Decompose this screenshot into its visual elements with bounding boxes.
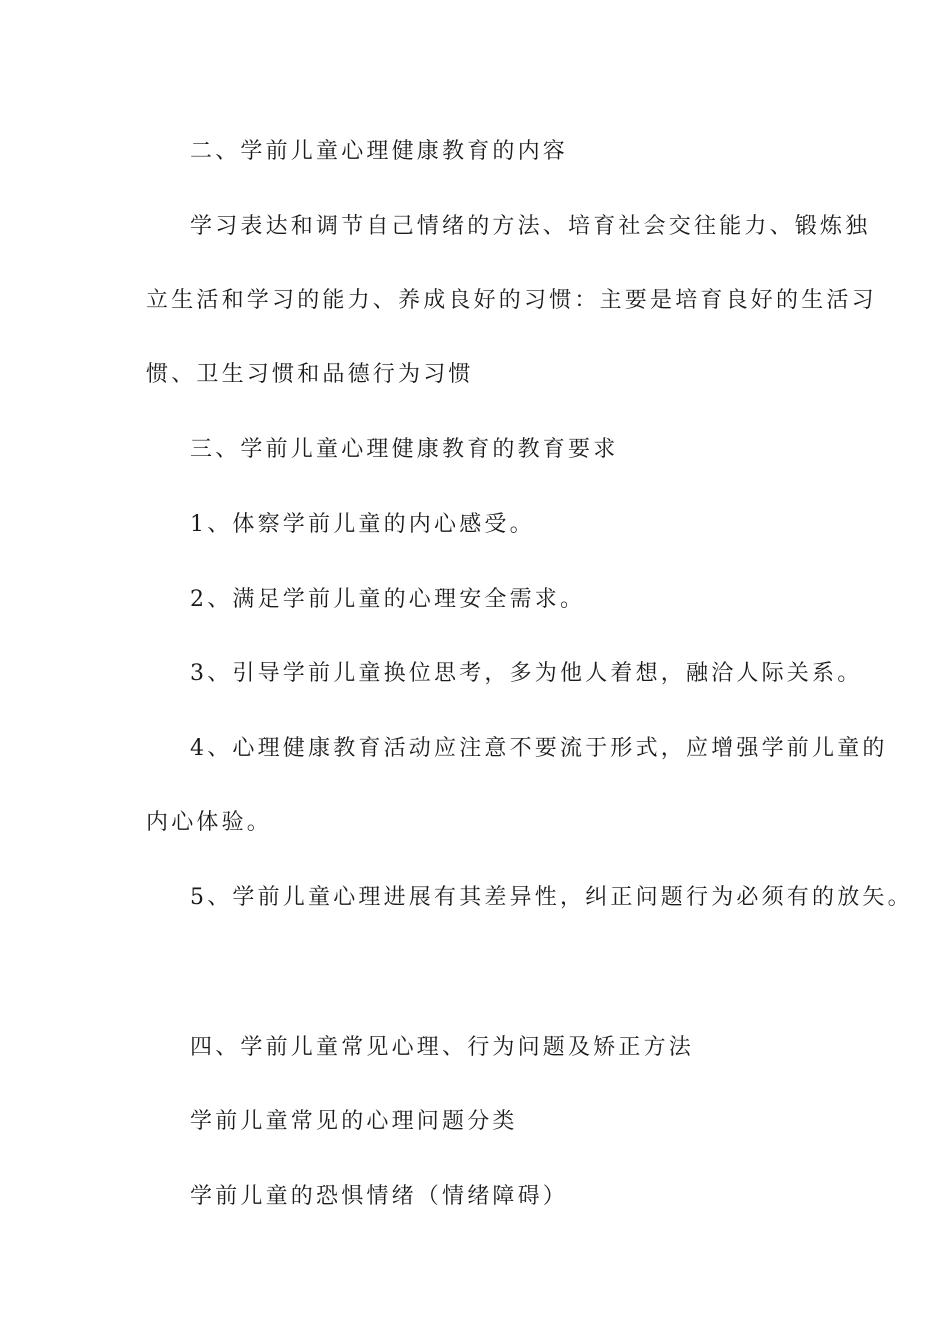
section-heading-3: 三、学前儿童心理健康教育的教育要求 (190, 437, 619, 462)
list-item-3: 3、引导学前儿童换位思考，多为他人着想，融洽人际关系。 (190, 661, 863, 686)
list-item-1: 1、体察学前儿童的内心感受。 (190, 512, 535, 537)
section-heading-2: 二、学前儿童心理健康教育的内容 (190, 139, 569, 164)
paragraph-line: 学习表达和调节自己情绪的方法、培育社会交往能力、锻炼独 (190, 214, 871, 239)
list-item-4-continued: 内心体验。 (146, 810, 273, 835)
subheading: 学前儿童的恐惧情绪（情绪障碍） (190, 1184, 569, 1209)
list-item-4: 4、心理健康教育活动应注意不要流于形式，应增强学前儿童的 (190, 736, 888, 761)
subheading: 学前儿童常见的心理问题分类 (190, 1109, 518, 1134)
list-item-5: 5、学前儿童心理进展有其差异性，纠正问题行为必须有的放矢。 (190, 885, 913, 910)
paragraph-line: 立生活和学习的能力、养成良好的习惯：主要是培育良好的生活习 (146, 288, 877, 313)
paragraph-line: 惯、卫生习惯和品德行为习惯 (146, 362, 474, 387)
section-heading-4: 四、学前儿童常见心理、行为问题及矫正方法 (190, 1035, 695, 1060)
list-item-2: 2、满足学前儿童的心理安全需求。 (190, 587, 586, 612)
